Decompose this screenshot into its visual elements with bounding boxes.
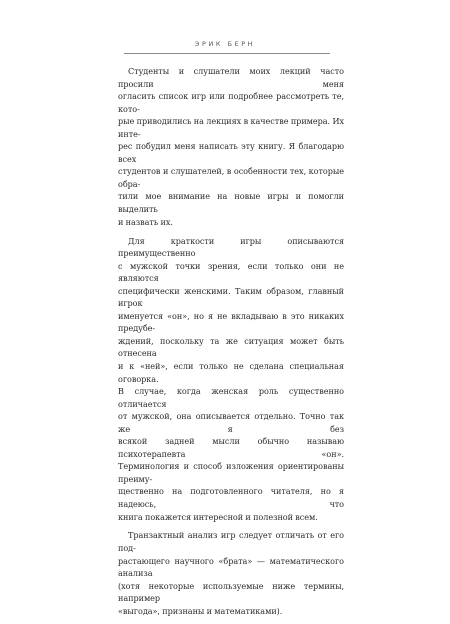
text-line: и к «ней», если только не сделана специальная оговорка. bbox=[118, 360, 344, 384]
text-line: рес побудил меня написать эту книгу. Я благодарю всех bbox=[118, 141, 344, 164]
text-line: книга покажется интересной и полезной всем. bbox=[118, 511, 318, 522]
running-head: ЭРИК БЕРН bbox=[194, 40, 256, 48]
text-line: Терминология и способ изложения ориентированы преиму- bbox=[118, 461, 344, 484]
text-line: огласить список игр или подробнее рассмотреть те, кото- bbox=[118, 91, 344, 114]
body-text bbox=[118, 65, 344, 624]
text-line: студентов и слушателей, в особенности тех, которые обра- bbox=[118, 166, 344, 189]
text-line: и назвать их. bbox=[118, 216, 173, 227]
text-line: ждений, поскольку та же ситуация может быть отнесена bbox=[118, 335, 344, 359]
text-line: рые приводились на лекциях в качестве примера. Их интe- bbox=[118, 116, 344, 139]
text-line: В случае, когда женская роль существенно отличается bbox=[118, 386, 344, 409]
paragraph-3 bbox=[118, 529, 344, 617]
text-line: Транзактный анализ игр следует отличать от его под- bbox=[118, 530, 344, 554]
paragraph-1 bbox=[118, 65, 344, 228]
text-line: тили мое внимание на новые игры и помогли выделить bbox=[118, 191, 344, 215]
text-line: Студенты и слушатели моих лекций часто просили меня bbox=[118, 66, 344, 89]
text-line: специфически женскими. Таким образом, главный игрок bbox=[118, 285, 344, 309]
text-line: всякой задней мысли обычно называю психотерапевта «он». bbox=[118, 436, 344, 459]
text-line: с мужской точки зрения, если только они не являются bbox=[118, 260, 344, 284]
header-rule bbox=[124, 53, 330, 54]
text-line: «выгода», признаны и математиками). bbox=[118, 605, 283, 616]
text-line: Для краткости игры описываются преимущественно bbox=[118, 235, 344, 259]
text-line: щественно на подготовленного читателя, но я надеюсь, что bbox=[118, 486, 344, 509]
text-line: растающего научного «брата» — математического анализа bbox=[118, 555, 344, 579]
text-line: (хотя некоторые используемые ниже термины, например bbox=[118, 580, 344, 604]
text-line: от мужской, она описывается отдельно. Точно так же я без bbox=[118, 411, 344, 434]
paragraph-2 bbox=[118, 235, 344, 524]
text-line: именуется «он», но я не вкладываю в это никаких предубе- bbox=[118, 310, 344, 334]
